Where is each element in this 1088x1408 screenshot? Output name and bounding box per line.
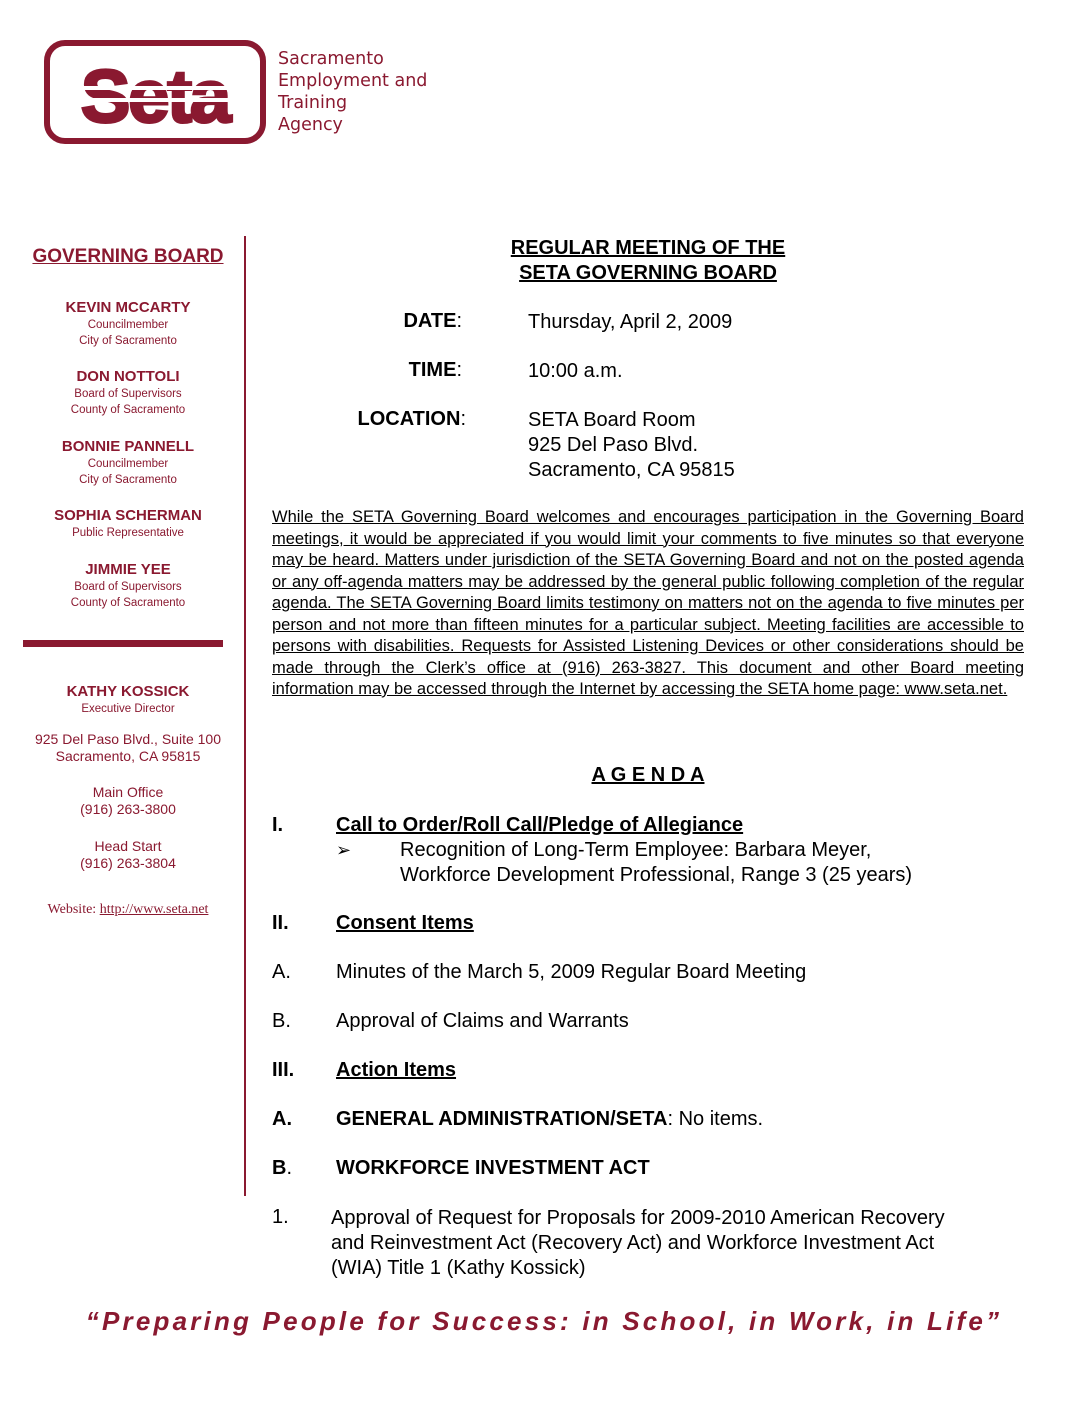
main-office-phone: (916) 263-3800 [80,801,176,817]
agenda-item [331,1206,945,1281]
member-jurisdiction: City of Sacramento [79,474,177,486]
member-jurisdiction: County of Sacramento [70,597,186,609]
title-line: REGULAR MEETING OF THE [510,237,786,259]
section-title: Call to Order/Roll Call/Pledge of Allegiance [336,814,744,836]
agency-line: Sacramento [278,49,384,69]
website-label: Website: [47,902,100,917]
member-role: Board of Supervisors [74,388,182,400]
agenda-heading: A G E N D A [591,764,705,786]
item-line: Approval of Request for Proposals for 2009-2010 American Recovery [331,1207,945,1229]
item-letter: B. [272,1010,291,1032]
office-address [10,731,246,765]
member-role: Board of Supervisors [74,581,182,593]
board-member [10,299,246,349]
member-name: KEVIN MCCARTY [65,299,191,316]
agency-line: Agency [278,115,343,135]
member-name: DON NOTTOLI [76,368,180,385]
address-line: 925 Del Paso Blvd., Suite 100 [34,731,221,747]
section-number: I. [272,814,284,836]
agency-line: Training [278,93,348,113]
section-number: II. [272,912,289,934]
website [10,902,246,918]
board-member [10,561,246,611]
agenda-item: GENERAL ADMINISTRATION/SETA: No items. [336,1108,764,1130]
member-jurisdiction: County of Sacramento [70,404,186,416]
website-link[interactable]: http://www.seta.net [99,902,209,917]
recognition-line: Recognition of Long-Term Employee: Barbara Meyer, [400,839,872,861]
agenda-item: Minutes of the March 5, 2009 Regular Board Meeting [336,961,807,983]
meeting-title [448,236,848,286]
governing-board-title: GOVERNING BOARD [32,246,224,267]
director-name: KATHY KOSSICK [66,683,190,700]
location-line: SETA Board Room [528,409,696,431]
location-line: Sacramento, CA 95815 [528,459,735,481]
main-office-label: Main Office [92,784,164,800]
item-letter: A. [272,1108,292,1130]
date-label: DATE: [403,310,462,332]
agency-name [278,48,428,136]
sidebar-bar [23,640,223,647]
main-office [10,784,246,818]
location-label: LOCATION: [357,408,466,430]
seta-logo [44,40,266,144]
member-name: JIMMIE YEE [85,561,171,578]
member-jurisdiction: City of Sacramento [79,335,177,347]
logo-wordmark: Seta [80,55,230,138]
time-value: 10:00 a.m. [528,360,623,382]
item-number: 1. [272,1206,289,1228]
location-line: 925 Del Paso Blvd. [528,434,699,456]
head-start [10,838,246,872]
time-label: TIME: [408,359,462,381]
agenda-item: WORKFORCE INVESTMENT ACT [336,1157,650,1179]
tagline: “Preparing People for Success: in School, in Work, in Life” [85,1306,1003,1336]
public-notice: While the SETA Governing Board welcomes and encourages participation in the Governing Board meetings, it would be appreciated if you would limit your comments to five minutes so that everyone may be heard. Matters under jurisdiction of the SETA Governing Board and not on the posted agenda or any off-agenda matters may be addressed by the general public following completion of the regular agenda. The SETA Governing Board limits testimony on matters not on the agenda to five minutes per person and not more than fifteen minutes for a particular subject. Meeting facilities are accessible to persons with disabilities. Requests for Assisted Listening Devices or other considerations should be made through the Clerk’s office at (916) 263-3827. This document and other Board meeting information may be accessed through the Internet by accessing the SETA home page: www.seta.net. [272,508,1024,698]
member-role: Public Representative [72,527,184,539]
board-member [10,368,246,418]
recognition-item [400,838,912,888]
arrow-bullet-icon: ➢ [336,840,352,860]
member-name: BONNIE PANNELL [61,438,195,455]
item-line: (WIA) Title 1 (Kathy Kossick) [331,1257,586,1279]
item-letter: A. [272,961,291,983]
board-member [10,507,246,541]
section-title: Consent Items [336,912,474,934]
recognition-line: Workforce Development Professional, Range 3 (25 years) [400,864,913,886]
head-start-label: Head Start [94,838,162,854]
title-line: SETA GOVERNING BOARD [519,262,777,284]
head-start-phone: (916) 263-3804 [80,855,176,871]
board-member [10,438,246,488]
executive-director [10,683,246,717]
item-line: and Reinvestment Act (Recovery Act) and Workforce Investment Act [331,1232,935,1254]
director-title: Executive Director [81,703,175,715]
agency-line: Employment and [278,71,428,91]
member-name: SOPHIA SCHERMAN [54,507,202,524]
section-number: III. [272,1059,295,1081]
address-line: Sacramento, CA 95815 [55,748,201,764]
item-letter: B. [272,1157,293,1179]
location-value [528,408,735,483]
member-role: Councilmember [87,319,169,331]
member-role: Councilmember [87,458,169,470]
date-value: Thursday, April 2, 2009 [528,311,733,333]
agenda-item: Approval of Claims and Warrants [336,1010,629,1032]
section-title: Action Items [336,1059,457,1081]
